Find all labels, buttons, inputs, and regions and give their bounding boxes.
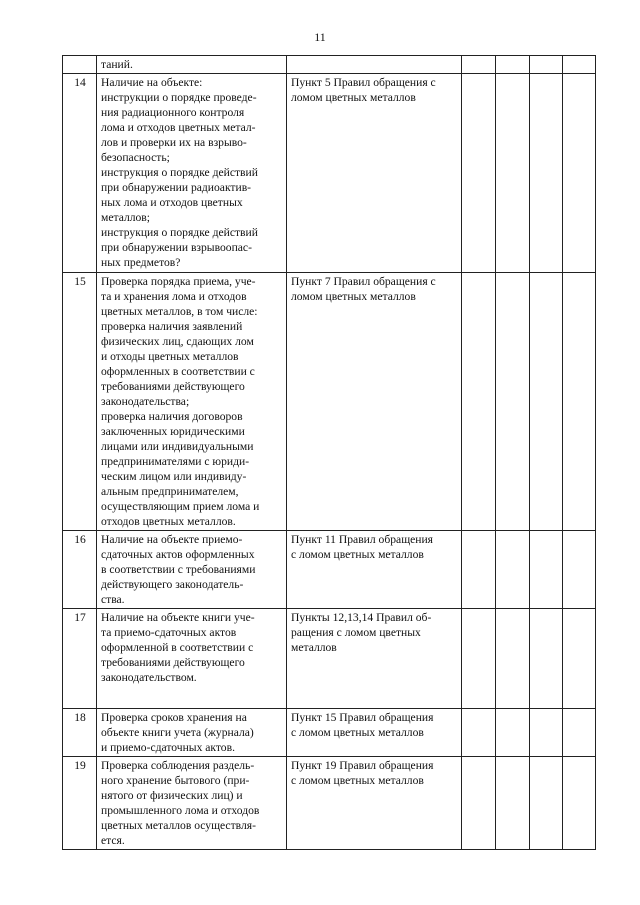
answer-cell (530, 56, 563, 74)
requirement-cell (97, 709, 287, 757)
row-number: 14 (63, 74, 97, 273)
answer-cell (496, 609, 530, 709)
table-row (63, 531, 596, 609)
requirement-text: промышленного лома и отходов (101, 804, 260, 817)
requirement-text: ного хранение бытового (при- (101, 774, 250, 787)
answer-cell (462, 709, 496, 757)
requirement-text: ных лома и отходов цветных (101, 196, 243, 209)
answer-cell (563, 56, 596, 74)
requirement-text: безопасность; (101, 151, 170, 164)
requirement-text: металлов; (101, 211, 151, 224)
reference-text: ращения с ломом цветных (291, 626, 421, 639)
requirement-text: при обнаружении радиоактив- (101, 181, 252, 194)
answer-cell (530, 709, 563, 757)
answer-cell (563, 273, 596, 531)
requirement-cell (97, 609, 287, 709)
reference-text: Пункт 15 Правил обращения (291, 711, 434, 724)
requirement-text: таний. (101, 58, 133, 71)
requirement-text: действующего законодатель- (101, 578, 244, 591)
requirement-text: оформленной в соответствии с (101, 641, 254, 654)
reference-cell (287, 709, 462, 757)
table-row (63, 609, 596, 709)
row-number: 18 (63, 709, 97, 757)
requirement-text: при обнаружении взрывоопас- (101, 241, 252, 254)
reference-text: ломом цветных металлов (291, 290, 416, 303)
table-row (63, 709, 596, 757)
row-number: 17 (63, 609, 97, 709)
requirement-text: проверка наличия договоров (101, 410, 243, 423)
requirement-text: требованиями действующего (101, 380, 245, 393)
reference-text: с ломом цветных металлов (291, 548, 424, 561)
requirement-text: Проверка соблюдения раздель- (101, 759, 255, 772)
answer-cell (563, 757, 596, 850)
page-number: 11 (314, 30, 326, 44)
reference-cell (287, 609, 462, 709)
table-row (63, 273, 596, 531)
requirement-text: Проверка порядка приема, уче- (101, 275, 256, 288)
requirement-text: альным предпринимателем, (101, 485, 239, 498)
answer-cell (462, 757, 496, 850)
answer-cell (496, 56, 530, 74)
requirement-text: Наличие на объекте приемо- (101, 533, 243, 546)
answer-cell (496, 531, 530, 609)
requirement-text: отходов цветных металлов. (101, 515, 236, 528)
answer-cell (530, 273, 563, 531)
requirement-cell (97, 74, 287, 273)
answer-cell (530, 74, 563, 273)
requirement-text: ния радиационного контроля (101, 106, 245, 119)
requirement-text: осуществляющим прием лома и (101, 500, 260, 513)
requirement-text: Проверка сроков хранения на (101, 711, 247, 724)
answer-cell (496, 273, 530, 531)
requirement-cell (97, 273, 287, 531)
table-row (63, 74, 596, 273)
requirement-text: ных предметов? (101, 256, 181, 269)
requirement-text: нятого от физических лиц) и (101, 789, 243, 802)
requirement-text: инструкция о порядке действий (101, 226, 258, 239)
reference-text: ломом цветных металлов (291, 91, 416, 104)
reference-text: Пункт 11 Правил обращения (291, 533, 434, 546)
requirement-text: в соответствии с требованиями (101, 563, 256, 576)
answer-cell (462, 531, 496, 609)
requirement-text: лицами или индивидуальными (101, 440, 254, 453)
requirement-cell (97, 757, 287, 850)
row-number: 16 (63, 531, 97, 609)
reference-text: Пункт 5 Правил обращения с (291, 76, 436, 89)
requirement-cell (97, 531, 287, 609)
reference-cell (287, 273, 462, 531)
requirement-text: ства. (101, 593, 125, 606)
requirement-text: лов и проверки их на взрыво- (101, 136, 247, 149)
requirement-text: оформленных в соответствии с (101, 365, 255, 378)
requirement-text: объекте книги учета (журнала) (101, 726, 254, 739)
answer-cell (462, 56, 496, 74)
reference-cell (287, 531, 462, 609)
reference-text: Пункты 12,13,14 Правил об- (291, 611, 432, 624)
table-row (63, 56, 596, 74)
answer-cell (530, 757, 563, 850)
reference-cell (287, 74, 462, 273)
answer-cell (563, 709, 596, 757)
requirement-text: ческим лицом или индивиду- (101, 470, 247, 483)
requirement-text: та приемо-сдаточных актов (101, 626, 237, 639)
answer-cell (462, 74, 496, 273)
requirement-text: законодательством. (101, 671, 197, 684)
requirement-text: проверка наличия заявлений (101, 320, 243, 333)
row-number: 19 (63, 757, 97, 850)
reference-text: Пункт 19 Правил обращения (291, 759, 434, 772)
reference-text: с ломом цветных металлов (291, 774, 424, 787)
requirement-text: требованиями действующего (101, 656, 245, 669)
row-number (63, 56, 97, 74)
requirement-text: Наличие на объекте: (101, 76, 203, 89)
requirement-text: предпринимателями с юриди- (101, 455, 250, 468)
reference-cell (287, 757, 462, 850)
requirement-text: и приемо-сдаточных актов. (101, 741, 235, 754)
requirement-text: инструкция о порядке действий (101, 166, 258, 179)
reference-text: с ломом цветных металлов (291, 726, 424, 739)
answer-cell (496, 74, 530, 273)
answer-cell (496, 757, 530, 850)
requirement-cell (97, 56, 287, 74)
requirement-text: сдаточных актов оформленных (101, 548, 255, 561)
answer-cell (462, 609, 496, 709)
requirement-text: лома и отходов цветных метал- (101, 121, 256, 134)
requirement-text: заключенных юридическими (101, 425, 245, 438)
requirement-text: законодательства; (101, 395, 190, 408)
requirement-text: цветных металлов осуществля- (101, 819, 256, 832)
answer-cell (530, 531, 563, 609)
requirement-text: и отходы цветных металлов (101, 350, 239, 363)
answer-cell (563, 74, 596, 273)
requirement-text: та и хранения лома и отходов (101, 290, 247, 303)
answer-cell (462, 273, 496, 531)
checklist-table (62, 55, 596, 850)
requirement-text: Наличие на объекте книги уче- (101, 611, 255, 624)
table-row (63, 757, 596, 850)
requirement-text: физических лиц, сдающих лом (101, 335, 254, 348)
row-number: 15 (63, 273, 97, 531)
reference-text: Пункт 7 Правил обращения с (291, 275, 436, 288)
reference-text: металлов (291, 641, 337, 654)
answer-cell (563, 531, 596, 609)
answer-cell (496, 709, 530, 757)
requirement-text: цветных металлов, в том числе: (101, 305, 258, 318)
answer-cell (563, 609, 596, 709)
reference-cell (287, 56, 462, 74)
answer-cell (530, 609, 563, 709)
requirement-text: ется. (101, 834, 125, 847)
requirement-text: инструкции о порядке проведе- (101, 91, 257, 104)
